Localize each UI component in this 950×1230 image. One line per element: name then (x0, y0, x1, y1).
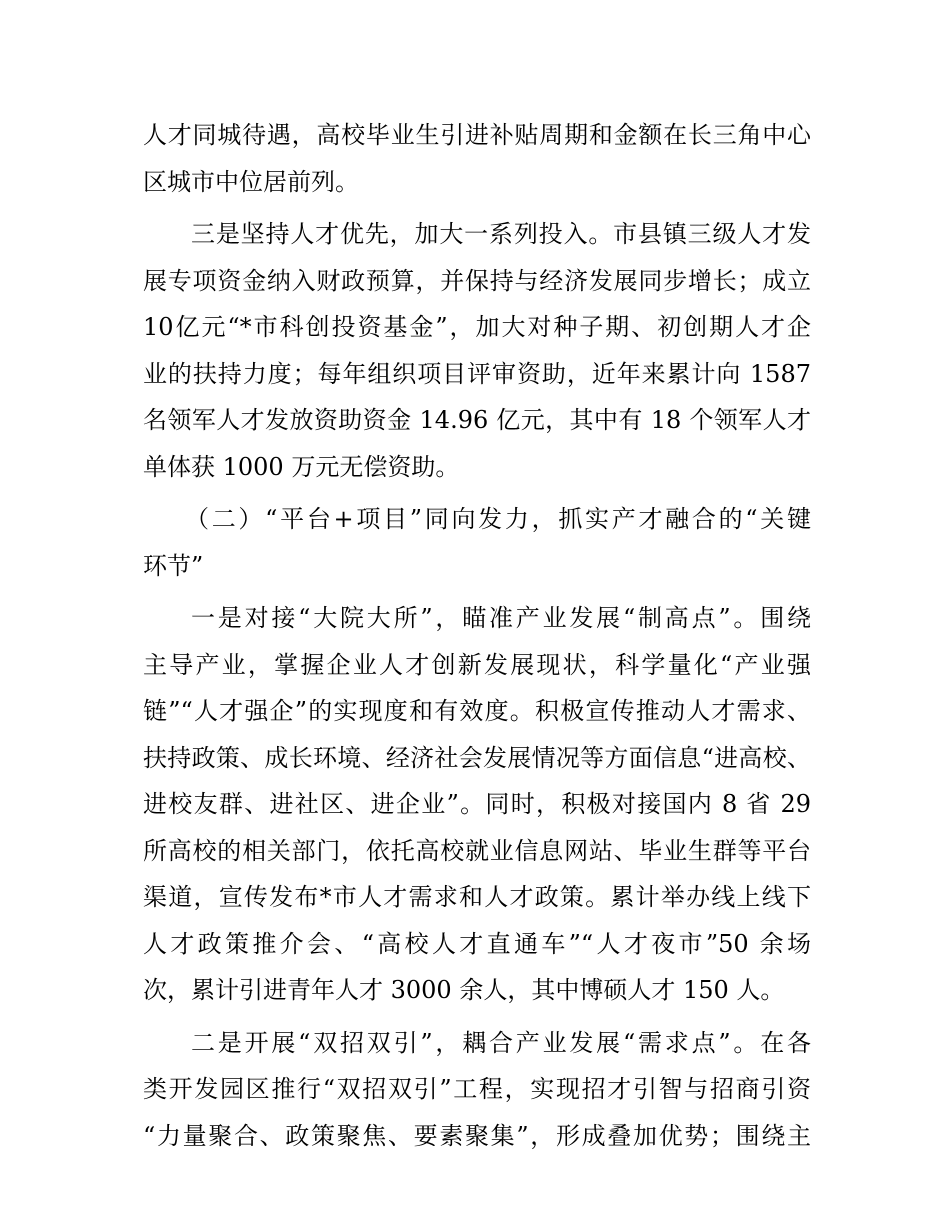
text-line: （二）“平台+项目”同向发力，抓实产才融合的“关键 (185, 505, 811, 533)
text-line: 区城市中位居前列。 (143, 167, 359, 196)
paragraph (143, 211, 811, 490)
paragraph (143, 595, 811, 1014)
paragraph (143, 112, 811, 205)
text-line: 主导产业，掌握企业人才创新发展现状，科学量化“产业强 (143, 650, 811, 679)
text-line: 人才同城待遇，高校毕业生引进补贴周期和金额在长三角中心 (143, 121, 811, 149)
text-line: “力量聚合、政策聚焦、要素聚集”，形成叠加优势；围绕主 (143, 1121, 811, 1150)
text-line: 环节” (143, 551, 204, 580)
text-line: 进校友群、进社区、进企业”。同时，积极对接国内 8 省 29 (143, 790, 811, 818)
text-line: 业的扶持力度；每年组织项目评审资助，近年来累计向 1587 (143, 359, 811, 388)
text-line: 名领军人才发放资助资金 14.96 亿元，其中有 18 个领军人才 (143, 406, 811, 434)
text-line: 渠道，宣传发布*市人才需求和人才政策。累计举办线上线下 (143, 883, 811, 911)
document-body (143, 112, 811, 1159)
text-line: 所高校的相关部门，依托高校就业信息网站、毕业生群等平台 (143, 836, 811, 865)
text-line: 10亿元“*市科创投资基金”，加大对种子期、初创期人才企 (143, 313, 811, 341)
text-line: 扶持政策、成长环境、经济社会发展情况等方面信息“进高校、 (143, 743, 811, 772)
section-heading (143, 496, 811, 589)
text-line: 展专项资金纳入财政预算，并保持与经济发展同步增长；成立 (143, 266, 811, 295)
text-line: 一是对接“大院大所”，瞄准产业发展“制高点”。围绕 (191, 604, 811, 632)
text-line: 单体获 1000 万元无偿资助。 (143, 452, 460, 481)
text-line: 二是开展“双招双引”，耦合产业发展“需求点”。在各 (191, 1028, 811, 1057)
text-line: 人才政策推介会、“高校人才直通车”“人才夜市”50 余场 (143, 929, 811, 958)
paragraph (143, 1020, 811, 1160)
text-line: 三是坚持人才优先，加大一系列投入。市县镇三级人才发 (191, 220, 811, 248)
text-line: 次，累计引进青年人才 3000 余人，其中博硕人才 150 人。 (143, 976, 785, 1004)
text-line: 链”“人才强企”的实现度和有效度。积极宣传推动人才需求、 (143, 697, 811, 725)
text-line: 类开发园区推行“双招双引”工程，实现招才引智与招商引资 (143, 1075, 811, 1103)
